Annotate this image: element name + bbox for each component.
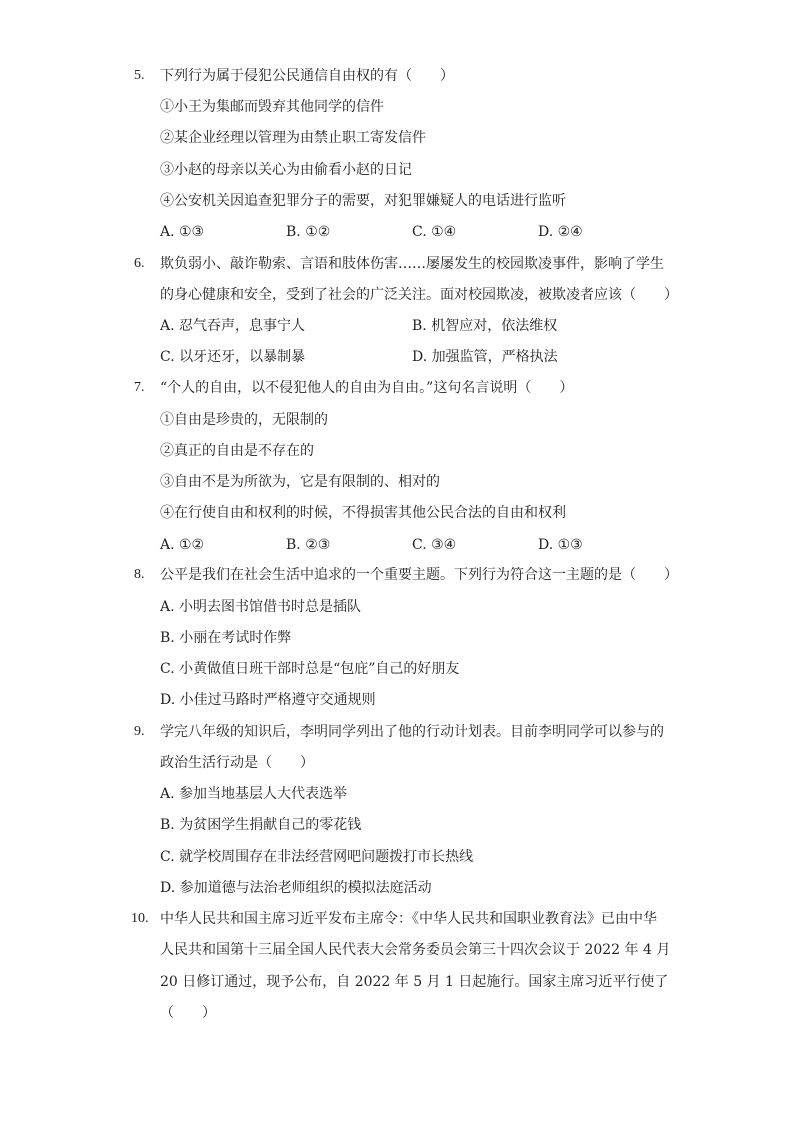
question-number: 10. (131, 911, 149, 926)
answer-blank: （ ） (160, 1005, 216, 1021)
question-number: 6. (134, 256, 145, 271)
statement-item: ②某企业经理以管理为由禁止职工寄发信件 (160, 130, 426, 146)
option-d[interactable]: D. ②④ (538, 224, 583, 240)
question-stem: 欺负弱小、敲诈勒索、言语和肢体伤害……屡屡发生的校园欺凌事件，影响了学生 (160, 256, 664, 272)
question-stem: 公平是我们在社会生活中追求的一个重要主题。下列行为符合这一主题的是（ ） (160, 567, 678, 583)
question-stem: 学完八年级的知识后，李明同学列出了他的行动计划表。目前李明同学可以参与的 (160, 724, 664, 740)
question-stem: 20 日修订通过，现予公布，自 2022 年 5 月 1 日起施行。国家主席习近平行使了 (160, 974, 669, 990)
option-a[interactable]: A. ①③ (160, 224, 205, 240)
option-a[interactable]: A. ①② (160, 537, 205, 553)
question-stem: “个人的自由，以不侵犯他人的自由为自由。”这句名言说明（ ） (160, 380, 574, 396)
option-c[interactable]: C. 以牙还牙，以暴制暴 (160, 349, 306, 365)
option-b[interactable]: B. 机智应对，依法维权 (412, 318, 558, 334)
option-d[interactable]: D. 小佳过马路时严格遵守交通规则 (160, 692, 376, 708)
option-c[interactable]: C. ③④ (412, 537, 457, 553)
question-stem: 的身心健康和安全，受到了社会的广泛关注。面对校园欺凌，被欺凌者应该（ ） (160, 287, 678, 303)
option-a[interactable]: A. 小明去图书馆借书时总是插队 (160, 599, 362, 615)
option-b[interactable]: B. 为贫困学生捐献自己的零花钱 (160, 817, 362, 833)
statement-item: ④公安机关因追查犯罪分子的需要，对犯罪嫌疑人的电话进行监听 (160, 193, 566, 209)
option-c[interactable]: C. ①④ (412, 224, 457, 240)
statement-item: ③自由不是为所欲为，它是有限制的、相对的 (160, 474, 440, 490)
option-c[interactable]: C. 小黄做值日班干部时总是“包庇”自己的好朋友 (160, 661, 460, 677)
question-stem: 人民共和国第十三届全国人民代表大会常务委员会第三十四次会议于 2022 年 4 月 (160, 942, 671, 958)
option-b[interactable]: B. ①② (286, 224, 331, 240)
question-stem: 政治生活行动是（ ） (160, 755, 314, 771)
question-stem: 下列行为属于侵犯公民通信自由权的有（ ） (160, 68, 454, 84)
option-a[interactable]: A. 忍气吞声，息事宁人 (160, 318, 306, 334)
question-number: 5. (134, 68, 145, 83)
question-number: 7. (134, 380, 145, 395)
option-b[interactable]: B. ②③ (286, 537, 331, 553)
option-a[interactable]: A. 参加当地基层人大代表选举 (160, 786, 348, 802)
statement-item: ①自由是珍贵的，无限制的 (160, 412, 328, 428)
statement-item: ③小赵的母亲以关心为由偷看小赵的日记 (160, 162, 412, 178)
statement-item: ①小王为集邮而毁弃其他同学的信件 (160, 99, 384, 115)
option-b[interactable]: B. 小丽在考试时作弊 (160, 630, 292, 646)
option-d[interactable]: D. 参加道德与法治老师组织的模拟法庭活动 (160, 880, 432, 896)
statement-item: ④在行使自由和权利的时候，不得损害其他公民合法的自由和权利 (160, 505, 566, 521)
question-number: 9. (134, 724, 145, 739)
option-c[interactable]: C. 就学校周围存在非法经营网吧问题拨打市长热线 (160, 849, 474, 865)
statement-item: ②真正的自由是不存在的 (160, 443, 314, 459)
question-number: 8. (134, 567, 145, 582)
question-stem: 中华人民共和国主席习近平发布主席令：《中华人民共和国职业教育法》已由中华 (160, 911, 657, 927)
option-d[interactable]: D. ①③ (538, 537, 583, 553)
option-d[interactable]: D. 加强监管，严格执法 (412, 349, 558, 365)
